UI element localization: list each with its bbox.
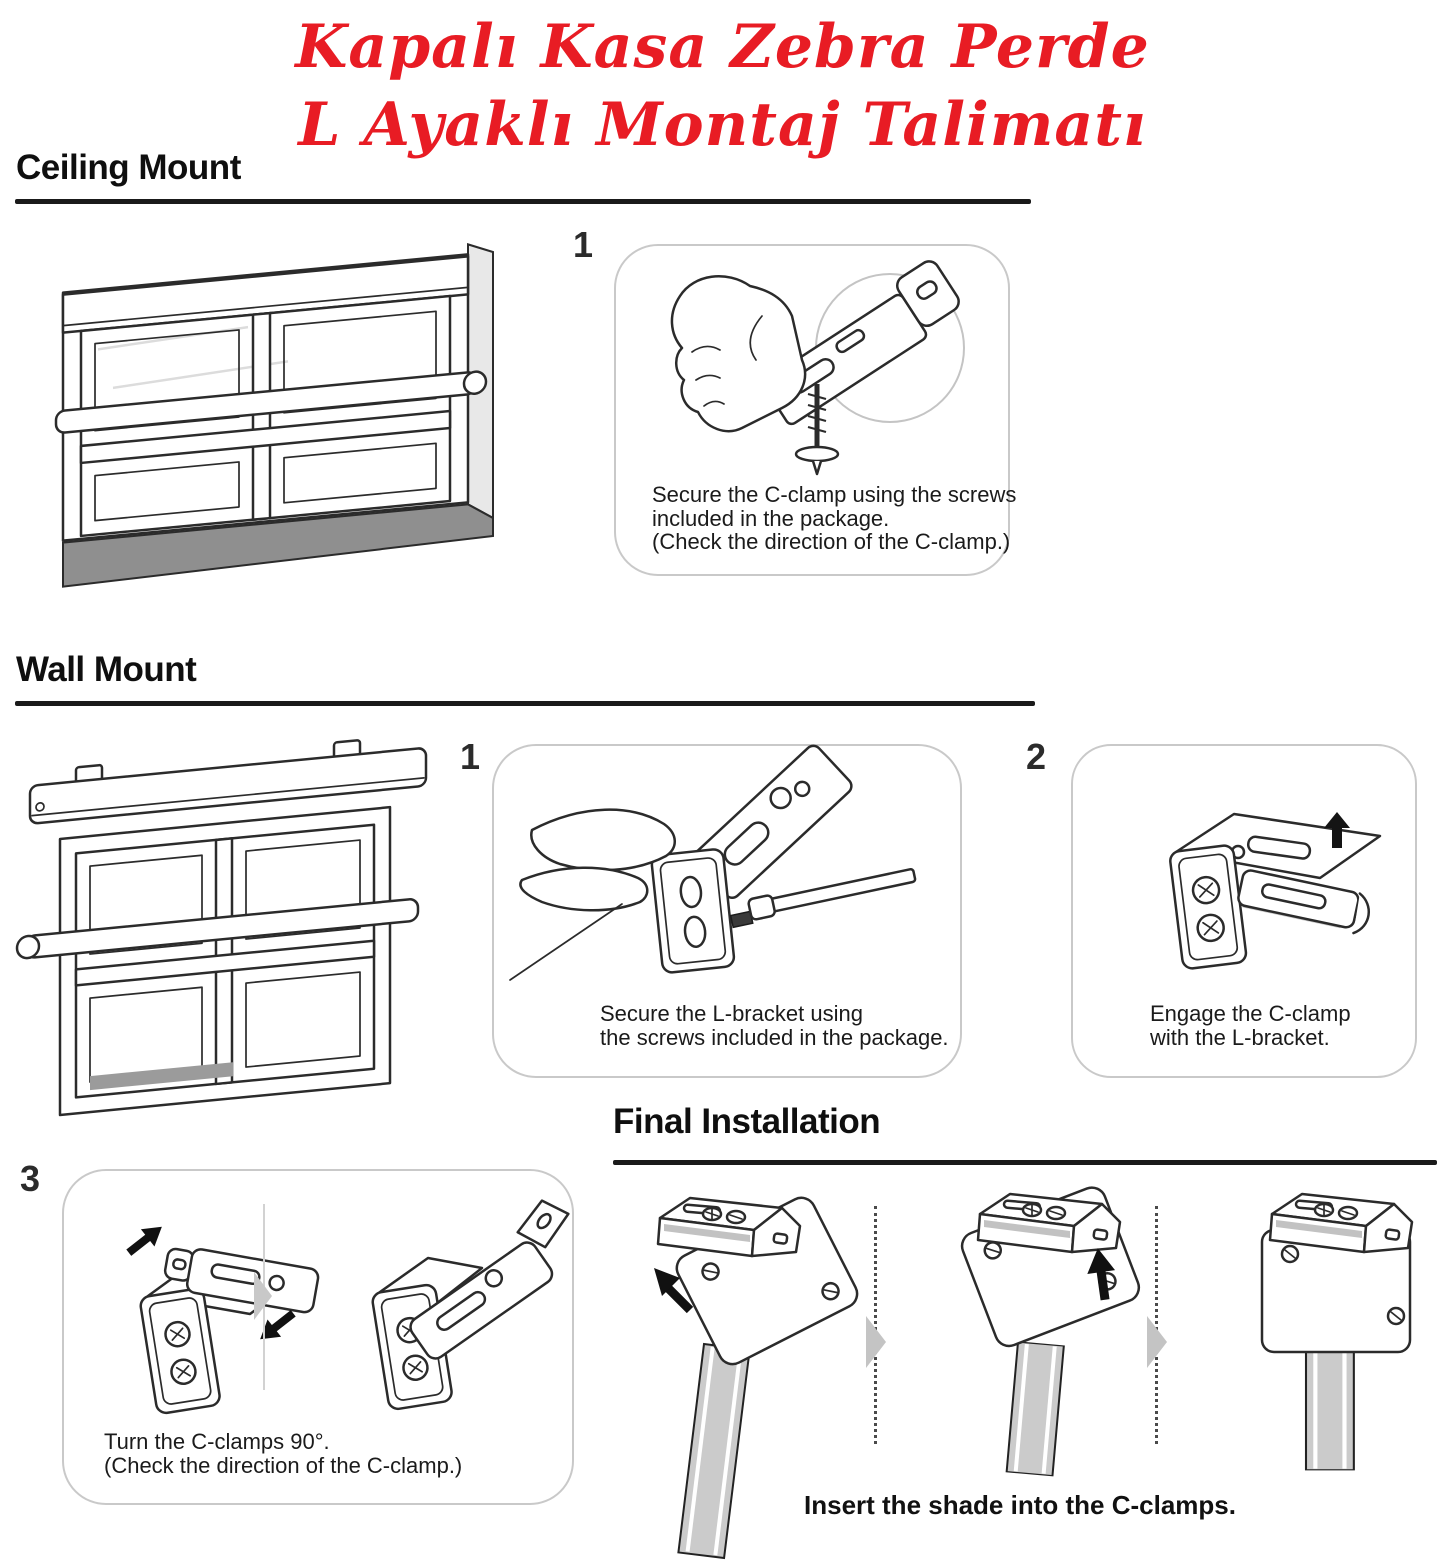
final-installation-heading: Final Installation: [613, 1102, 881, 1141]
ceiling-mount-heading: Ceiling Mount: [16, 148, 241, 187]
rotate-up-arrow-icon: [122, 1218, 169, 1261]
next-chevron-icon: [866, 1316, 886, 1368]
c-clamp-screw-illustration: [632, 256, 992, 471]
wall-mount-heading: Wall Mount: [16, 650, 197, 689]
wall-step2-number: 2: [1026, 736, 1047, 777]
ceiling-window-illustration: [38, 255, 548, 600]
page-title-line1: Kapalı Kasa Zebra Perde: [295, 12, 1150, 82]
final-section-rule: [613, 1160, 1437, 1165]
wall-section-rule: [15, 701, 1035, 706]
l-bracket-vertical-plate: [651, 848, 735, 973]
insert-step-2: [958, 1184, 1143, 1476]
next-chevron-icon: [1147, 1316, 1167, 1368]
final-step3-number: 3: [20, 1158, 41, 1199]
wall-step1-caption: Secure the L-bracket using the screws included in the package.: [600, 1001, 949, 1050]
insert-step-3: [1262, 1194, 1412, 1470]
ceiling-step1-number: 1: [573, 224, 594, 265]
wall-step2-caption: Engage the C-clamp with the L-bracket.: [1150, 1001, 1351, 1050]
next-chevron-icon: [254, 1272, 272, 1320]
l-bracket-screw-illustration: [502, 752, 942, 987]
ceiling-step1-caption: Secure the C-clamp using the screws included in the package. (Check the direction of the C-clamp.): [652, 482, 1017, 554]
hand-fingers: [510, 810, 675, 980]
ceiling-section-rule: [15, 199, 1031, 204]
window-mullion: [253, 313, 270, 520]
page-title-line2: L Ayaklı Montaj Talimatı: [298, 90, 1147, 160]
clamp-before-turn: [122, 1218, 319, 1414]
engage-clamp-illustration: [1088, 756, 1403, 981]
turn-clamps-illustration: [70, 1192, 562, 1427]
insert-shade-caption: Insert the shade into the C-clamps.: [804, 1490, 1236, 1520]
c-clamp: [1236, 869, 1372, 935]
wall-window-illustration: [18, 747, 463, 1117]
clamp-after-turn: [371, 1193, 593, 1411]
l-bracket-vertical-plate: [1169, 845, 1247, 970]
final-step3-caption: Turn the C-clamps 90°. (Check the direction of the C-clamp.): [104, 1429, 463, 1478]
wall-step1-number: 1: [460, 736, 481, 777]
